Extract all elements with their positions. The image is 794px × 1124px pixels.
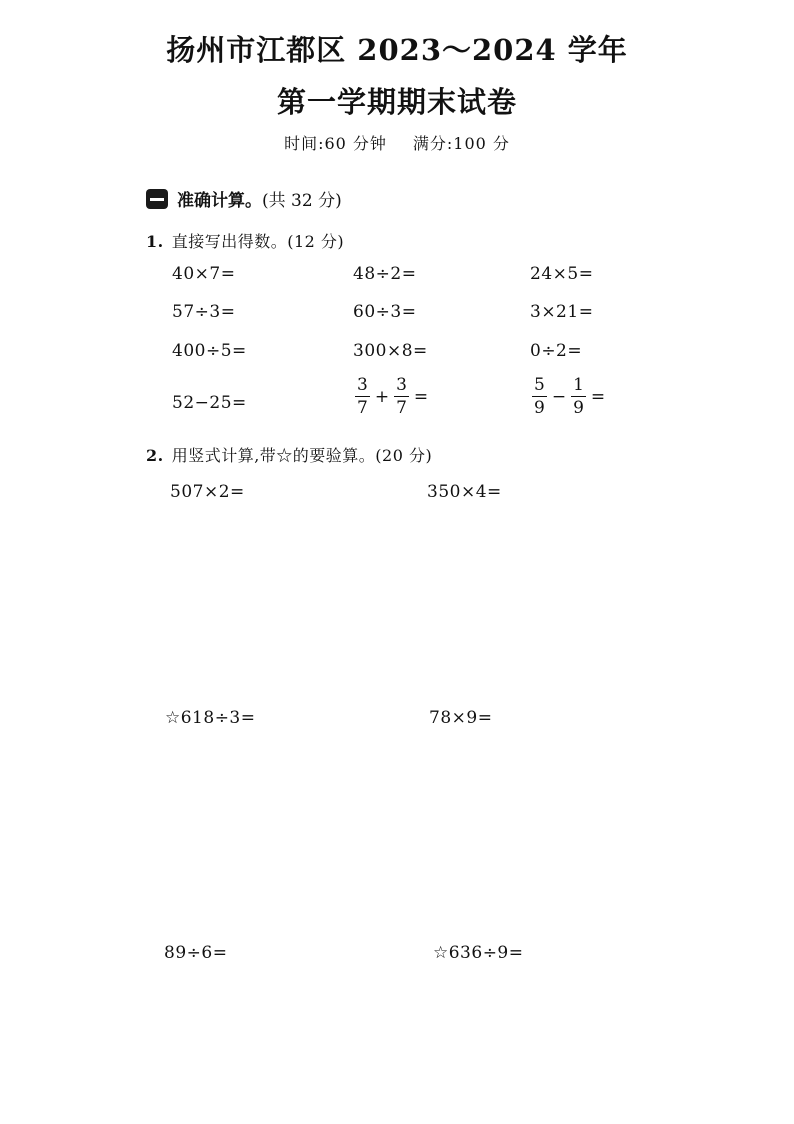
fraction [571, 377, 586, 417]
exam-time: 时间:60 分钟 [284, 134, 387, 153]
question-1-number: 1. [146, 232, 164, 251]
question-2-text: 用竖式计算,带☆的要验算。(20 分) [171, 446, 433, 465]
fraction [394, 377, 409, 417]
denominator: 7 [396, 398, 407, 418]
section-1-title: 准确计算。 [177, 191, 262, 211]
q1-expr: 3×21= [530, 302, 594, 322]
q1-expr: 57÷3= [172, 302, 236, 322]
question-1-text: 直接写出得数。(12 分) [171, 232, 345, 251]
exam-title-line2: 第一学期期末试卷 [276, 85, 517, 119]
exam-title-line1: 扬州市江都区 2023～2024 学年 [166, 33, 628, 67]
q1-expr: 60÷3= [353, 302, 417, 322]
operator: + [374, 387, 390, 407]
q1-expr: 48÷2= [353, 264, 417, 284]
fraction [532, 377, 547, 417]
denominator: 7 [357, 398, 368, 418]
q1-expr: 0÷2= [530, 341, 583, 361]
operator: − [551, 387, 567, 407]
question-1 [146, 229, 344, 252]
q1-expr: 40×7= [172, 264, 236, 284]
section-number-badge-icon [146, 189, 168, 209]
q2-expr: 89÷6= [164, 943, 228, 963]
q1-expr: 400÷5= [172, 341, 247, 361]
fraction [355, 377, 370, 417]
q1-fraction-expr [530, 377, 608, 417]
equals-sign: = [413, 387, 429, 407]
q2-expr: ☆636÷9= [433, 943, 524, 963]
q1-expr: 52−25= [172, 393, 247, 413]
denominator: 9 [573, 398, 584, 418]
exam-full-score: 满分:100 分 [412, 134, 510, 153]
numerator: 3 [357, 375, 368, 395]
equals-sign: = [590, 387, 606, 407]
exam-meta [0, 131, 794, 154]
q2-expr: 350×4= [427, 482, 502, 502]
numerator: 3 [396, 375, 407, 395]
question-2 [146, 443, 432, 466]
q2-expr: ☆618÷3= [165, 708, 256, 728]
q2-expr: 78×9= [429, 708, 493, 728]
q2-expr: 507×2= [170, 482, 245, 502]
section-1-heading [146, 186, 342, 211]
question-2-number: 2. [146, 446, 164, 465]
denominator: 9 [534, 398, 545, 418]
q1-expr: 24×5= [530, 264, 594, 284]
numerator: 1 [573, 375, 584, 395]
q1-expr: 300×8= [353, 341, 428, 361]
q1-fraction-expr [353, 377, 431, 417]
numerator: 5 [534, 375, 545, 395]
section-1-score: (共 32 分) [262, 191, 342, 211]
